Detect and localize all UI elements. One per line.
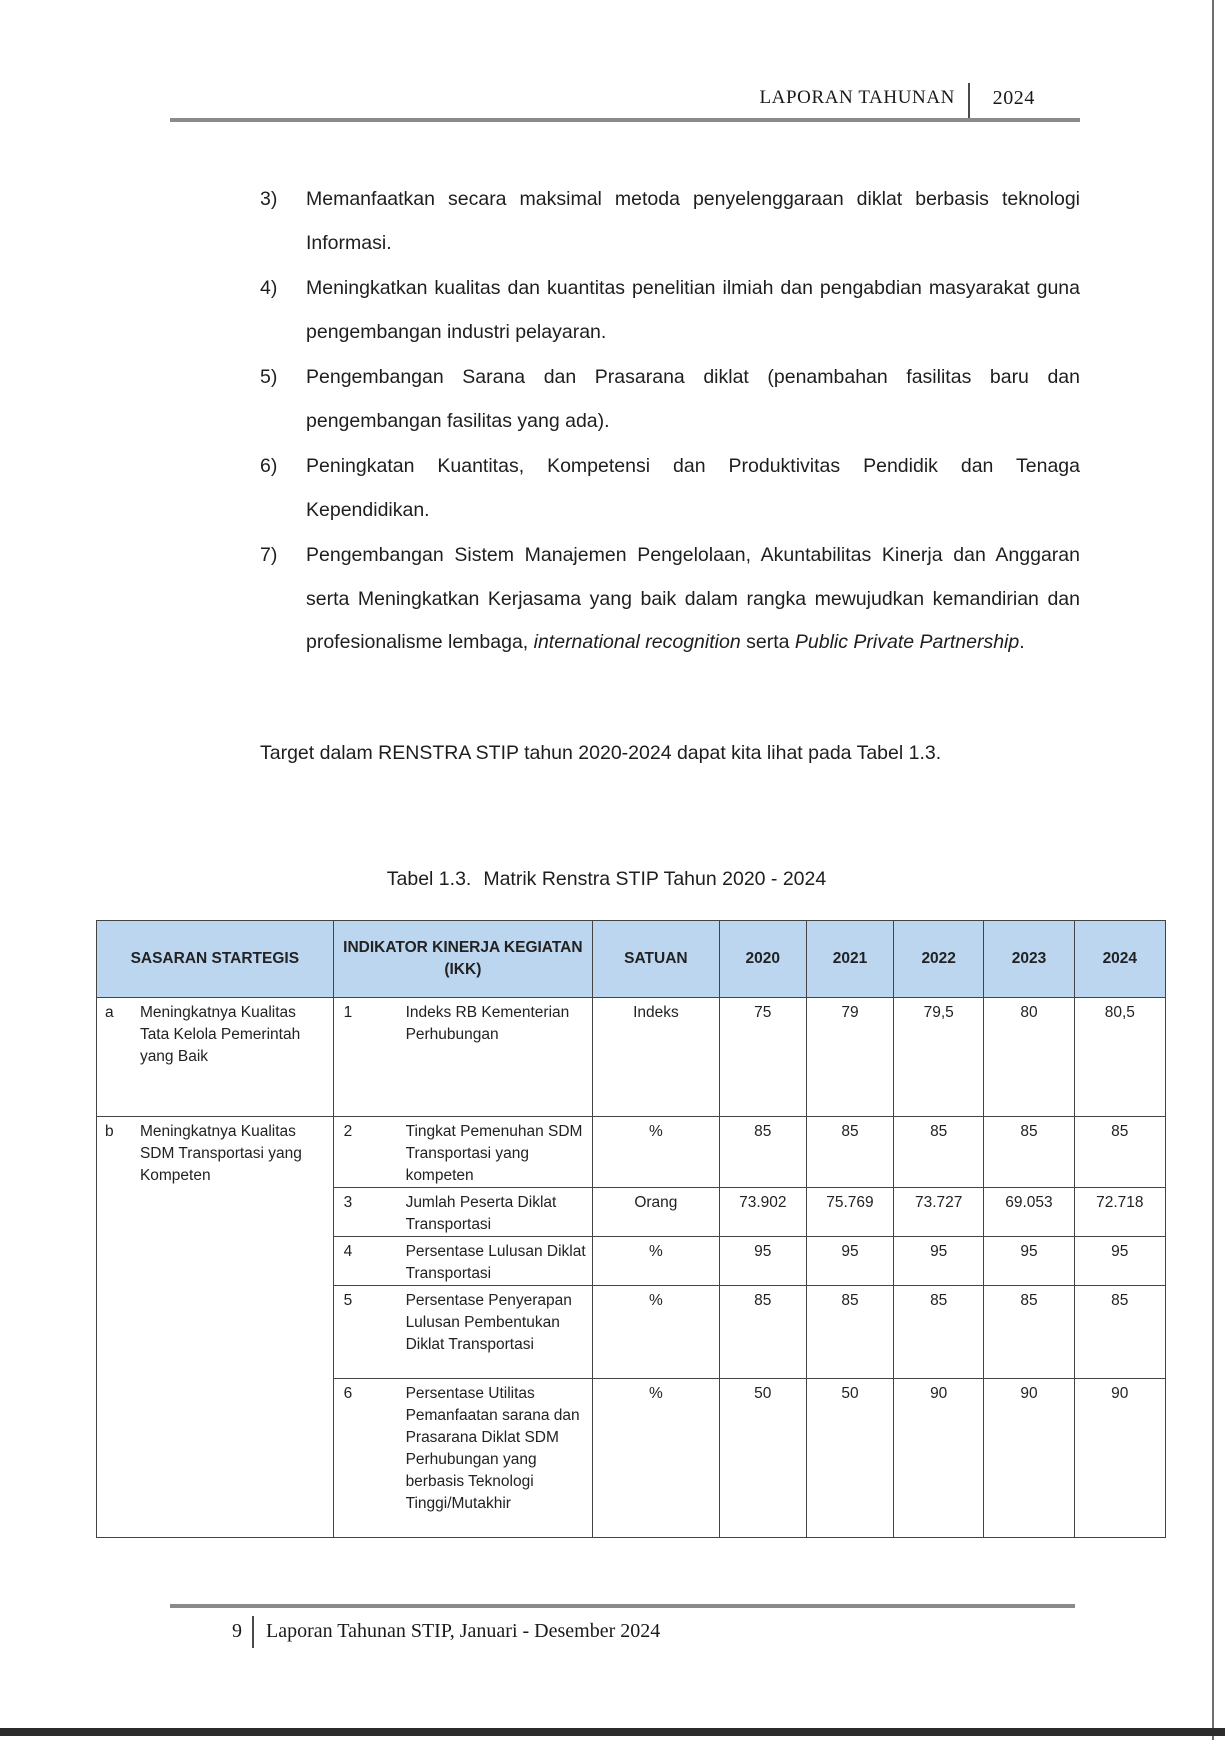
ikk-text: Persentase Lulusan Diklat Transportasi [400,1237,593,1286]
page-number: 9 [232,1620,242,1642]
strategy-item [260,178,1080,265]
strategy-text-part: . [1019,631,1025,653]
ikk-number: 3 [333,1188,399,1237]
ikk-text: Persentase Utilitas Pemanfaatan sarana dan Prasarana Diklat SDM Perhubungan yang berbasis Teknologi Tinggi/Mutakhir [400,1379,593,1538]
table-caption-title: Matrik Renstra STIP Tahun 2020 - 2024 [483,868,827,890]
satuan-cell: Orang [593,1188,720,1237]
value-2024: 85 [1074,1286,1165,1379]
table-row [97,1117,1166,1188]
header-indikator: INDIKATOR KINERJA KEGIATAN (IKK) [333,921,592,998]
satuan-cell: Indeks [593,998,720,1117]
strategy-number: 6) [260,455,278,477]
strategy-item [260,534,1080,665]
ikk-number: 1 [333,998,399,1117]
strategy-text: Pengembangan Sarana dan Prasarana diklat (penambahan fasilitas baru dan pengembangan fasilitas yang ada). [306,366,1080,432]
strategy-text-part: Pengembangan Sistem Manajemen Pengelolaan, Akuntabilitas Kinerja dan Anggaran serta Meningkatkan Kerjasama yang baik dalam rangka mewujudkan kemandirian dan profesionalisme lembaga, [306,544,1080,653]
strategy-number: 3) [260,188,278,210]
ikk-number: 4 [333,1237,399,1286]
table-caption [0,868,1225,891]
header-separator [968,83,970,119]
ikk-number: 5 [333,1286,399,1379]
scan-edge-bottom [0,1728,1225,1736]
value-2021: 95 [806,1237,893,1286]
footer-text: Laporan Tahunan STIP, Januari - Desember 2024 [266,1620,661,1642]
value-2024: 90 [1074,1379,1165,1538]
satuan-cell: % [593,1117,720,1188]
value-2021: 79 [806,998,893,1117]
value-2022: 73.727 [894,1188,984,1237]
strategy-list [260,178,1080,667]
header-2023: 2023 [984,921,1074,998]
sasaran-text: Meningkatnya Kualitas SDM Transportasi yang Kompeten [136,1117,333,1538]
strategy-italic-term: Public Private Partnership [794,631,1020,653]
value-2021: 85 [806,1117,893,1188]
strategy-text: Peningkatan Kuantitas, Kompetensi dan Produktivitas Pendidik dan Tenaga Kependidikan. [306,455,1080,521]
strategy-number: 7) [260,544,278,566]
sasaran-letter: a [97,998,136,1117]
header-2022: 2022 [894,921,984,998]
header-sasaran: SASARAN STARTEGIS [97,921,334,998]
value-2023: 90 [984,1379,1074,1538]
satuan-cell: % [593,1286,720,1379]
satuan-cell: % [593,1379,720,1538]
ikk-number: 2 [333,1117,399,1188]
value-2022: 85 [894,1117,984,1188]
value-2024: 95 [1074,1237,1165,1286]
value-2023: 69.053 [984,1188,1074,1237]
target-paragraph: Target dalam RENSTRA STIP tahun 2020-2024 dapat kita lihat pada Tabel 1.3. [260,742,942,764]
ikk-text: Persentase Penyerapan Lulusan Pembentukan Diklat Transportasi [400,1286,593,1379]
value-2020: 50 [719,1379,806,1538]
ikk-number: 6 [333,1379,399,1538]
value-2022: 85 [894,1286,984,1379]
value-2022: 90 [894,1379,984,1538]
strategy-number: 5) [260,366,278,388]
value-2023: 95 [984,1237,1074,1286]
strategy-text [306,534,1080,665]
value-2023: 80 [984,998,1074,1117]
value-2022: 95 [894,1237,984,1286]
strategy-item [260,356,1080,443]
satuan-cell: % [593,1237,720,1286]
ikk-text: Tingkat Pemenuhan SDM Transportasi yang kompeten [400,1117,593,1188]
ikk-text: Indeks RB Kementerian Perhubungan [400,998,593,1117]
value-2023: 85 [984,1286,1074,1379]
strategy-number: 4) [260,277,278,299]
header-2021: 2021 [806,921,893,998]
table-caption-label: Tabel 1.3. [386,868,472,890]
strategy-text: Memanfaatkan secara maksimal metoda penyelenggaraan diklat berbasis teknologi Informasi. [306,188,1080,254]
strategy-text: Meningkatkan kualitas dan kuantitas penelitian ilmiah dan pengabdian masyarakat guna pengembangan industri pelayaran. [306,277,1080,343]
table-row [97,998,1166,1117]
header-rule [170,118,1080,122]
value-2020: 95 [719,1237,806,1286]
header-2024: 2024 [1074,921,1165,998]
header-satuan: SATUAN [593,921,720,998]
running-header [0,83,1035,113]
footer-separator [252,1616,254,1648]
value-2021: 75.769 [806,1188,893,1237]
strategy-item [260,267,1080,354]
value-2024: 80,5 [1074,998,1165,1117]
value-2020: 73.902 [719,1188,806,1237]
value-2020: 75 [719,998,806,1117]
value-2024: 72.718 [1074,1188,1165,1237]
value-2023: 85 [984,1117,1074,1188]
header-2020: 2020 [719,921,806,998]
table-header-row [97,921,1166,998]
sasaran-text: Meningkatnya Kualitas Tata Kelola Pemerintah yang Baik [136,998,333,1117]
value-2024: 85 [1074,1117,1165,1188]
ikk-text: Jumlah Peserta Diklat Transportasi [400,1188,593,1237]
sasaran-letter: b [97,1117,136,1538]
header-year: 2024 [992,87,1035,109]
value-2021: 50 [806,1379,893,1538]
header-title: LAPORAN TAHUNAN [759,87,955,108]
value-2022: 79,5 [894,998,984,1117]
renstra-matrix-table [96,920,1166,1538]
strategy-text-part: serta [740,631,795,653]
value-2020: 85 [719,1117,806,1188]
value-2021: 85 [806,1286,893,1379]
footer-rule [170,1604,1075,1608]
value-2020: 85 [719,1286,806,1379]
strategy-item [260,445,1080,532]
strategy-italic-term: international recognition [533,631,741,653]
